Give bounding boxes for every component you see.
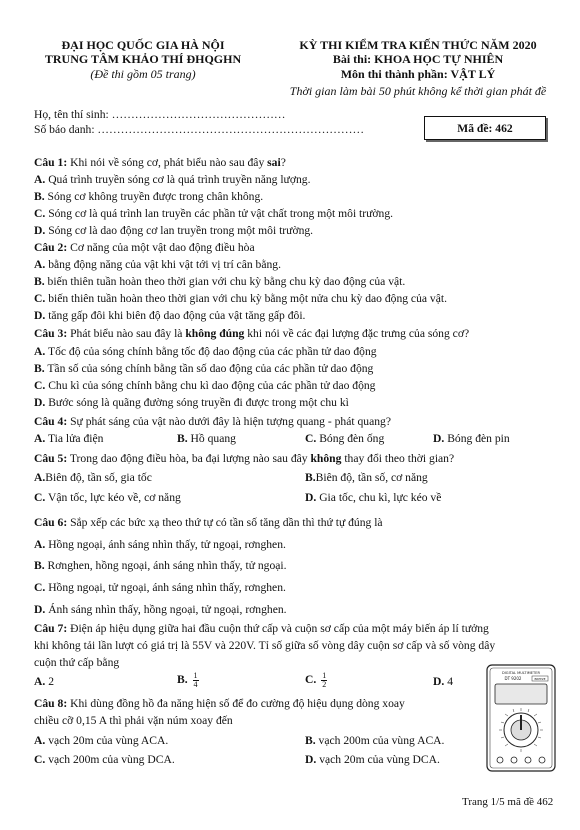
option-text: vạch 20m của vùng DCA. — [319, 753, 440, 766]
meter-display — [495, 684, 547, 704]
option-letter: D. — [34, 603, 46, 616]
option-letter: D. — [34, 309, 46, 322]
candidate-id-field: Số báo danh: …………………………………………………………… — [34, 123, 365, 136]
page-count-note: (Đề thi gồm 05 trang) — [90, 67, 196, 81]
option-letter: D. — [34, 396, 46, 409]
question-text: Phát biểu nào sau đây là — [67, 327, 186, 340]
option-letter: C. — [34, 207, 46, 220]
option-text: Hồ quang — [190, 432, 236, 445]
probe-jack — [511, 757, 517, 763]
option-letter: D. — [305, 753, 317, 766]
question-text: Sự phát sáng của vật nào dưới đây là hiện tượng quang - phát quang? — [67, 415, 391, 428]
question-5 — [34, 451, 454, 467]
question-text: Khi dùng đồng hồ đa năng hiện số để đo cường độ hiệu dụng dòng xoay — [67, 697, 405, 710]
question-label: Câu 5: — [34, 452, 68, 465]
meter-tag: BREEZE — [534, 677, 546, 681]
option-c — [34, 291, 447, 307]
option-a — [34, 674, 54, 690]
option-letter: A. — [34, 538, 46, 551]
exam-code-box — [424, 116, 546, 140]
question-8-line-2: chiều cỡ 0,15 A thì phải vặn núm xoay đến — [34, 714, 233, 727]
option-b — [177, 431, 236, 447]
option-text: 4 — [447, 675, 453, 688]
option-b — [177, 672, 199, 689]
question-label: Câu 4: — [34, 415, 68, 428]
option-letter: B. — [305, 471, 316, 484]
option-text: Biên độ, tần số, gia tốc — [45, 471, 152, 484]
question-label: Câu 2: — [34, 241, 68, 254]
fraction — [321, 672, 327, 689]
option-d — [34, 308, 305, 324]
option-letter: A. — [34, 734, 46, 747]
option-letter: B. — [34, 559, 45, 572]
option-d — [305, 490, 441, 506]
option-letter: B. — [34, 190, 45, 203]
option-letter: B. — [177, 432, 188, 445]
probe-jack — [497, 757, 503, 763]
option-letter: A. — [34, 471, 46, 484]
option-text: Bóng đèn ống — [319, 432, 385, 445]
option-text: Bước sóng là quãng đường sóng truyền đi được trong một chu kì — [48, 396, 349, 409]
probe-jack — [539, 757, 545, 763]
candidate-name-field: Họ, tên thí sinh: ……………………………………… — [34, 108, 286, 121]
option-a — [34, 431, 103, 447]
option-text: Chu kì của sóng chính bằng chu kì dao động của các phần tử dao động — [48, 379, 376, 392]
option-a — [34, 344, 377, 360]
option-text: biến thiên tuần hoàn theo thời gian với chu kỳ bằng một nửa chu kỳ dao động của vật. — [48, 292, 447, 305]
option-letter: B. — [305, 734, 316, 747]
question-text-end: khi nói về các đại lượng đặc trưng của sóng cơ? — [244, 327, 470, 340]
option-letter: C. — [34, 292, 46, 305]
fraction-denominator: 2 — [322, 680, 327, 689]
option-text: Tần số của sóng chính bằng tần số dao động của các phần tử dao động — [47, 362, 374, 375]
question-emphasis: sai — [267, 156, 281, 169]
question-label: Câu 6: — [34, 516, 68, 529]
question-3 — [34, 326, 469, 342]
question-4 — [34, 414, 391, 430]
question-emphasis: không đúng — [185, 327, 245, 340]
option-d — [34, 602, 287, 618]
option-letter: A. — [34, 675, 46, 688]
question-text: Khi nói về sóng cơ, phát biểu nào sau đây — [67, 156, 268, 169]
probe-jack — [525, 757, 531, 763]
option-text: Bóng đèn pin — [447, 432, 510, 445]
question-label: Câu 3: — [34, 327, 68, 340]
option-a — [34, 257, 281, 273]
option-letter: A. — [34, 258, 46, 271]
option-b — [34, 274, 405, 290]
question-8 — [34, 696, 405, 712]
option-letter: D. — [433, 432, 445, 445]
question-label: Câu 7: — [34, 622, 68, 635]
meter-model: DT 9202 — [504, 676, 522, 681]
option-b — [305, 733, 444, 749]
question-7-line-3: cuộn thứ cấp bằng — [34, 656, 120, 669]
question-2 — [34, 240, 255, 256]
option-text: Hồng ngoại, ánh sáng nhìn thấy, tử ngoại, rơnghen. — [48, 538, 286, 551]
question-6 — [34, 515, 383, 531]
option-letter: C. — [34, 753, 46, 766]
question-label: Câu 8: — [34, 697, 68, 710]
option-letter: D. — [305, 491, 317, 504]
option-text: biến thiên tuần hoàn theo thời gian với chu kỳ bằng chu kỳ dao động của vật. — [47, 275, 406, 288]
option-a — [34, 537, 286, 553]
option-letter: B. — [34, 275, 45, 288]
option-letter: C. — [34, 379, 46, 392]
option-a — [34, 172, 310, 188]
exam-title: KỲ THI KIỂM TRA KIẾN THỨC NĂM 2020 — [299, 38, 537, 52]
option-c — [34, 580, 286, 596]
exam-subject: Bài thi: KHOA HỌC TỰ NHIÊN — [332, 52, 504, 66]
option-letter: B. — [177, 673, 188, 687]
fraction-denominator: 4 — [193, 680, 198, 689]
option-text: 2 — [48, 675, 54, 688]
option-text: tăng gấp đôi khi biên độ dao động của vật tăng gấp đôi. — [48, 309, 306, 322]
meter-brand: DIGITAL MULTIMETER — [501, 671, 541, 675]
option-letter: A. — [34, 345, 46, 358]
option-text: Sóng cơ là quá trình lan truyền các phần tử vật chất trong một môi trường. — [48, 207, 394, 220]
option-text: Rơnghen, hồng ngoại, ánh sáng nhìn thấy, tử ngoại. — [47, 559, 287, 572]
multimeter-illustration — [486, 664, 556, 772]
option-text: Biên độ, tần số, cơ năng — [315, 471, 428, 484]
option-d — [433, 431, 510, 447]
option-text: Tia lửa điện — [47, 432, 104, 445]
option-text: vạch 200m của vùng ACA. — [318, 734, 445, 747]
testing-center: TRUNG TÂM KHẢO THÍ ĐHQGHN — [44, 52, 242, 66]
option-text: vạch 20m của vùng ACA. — [48, 734, 169, 747]
question-text-end: thay đổi theo thời gian? — [341, 452, 455, 465]
option-text: Sóng cơ không truyền được trong chân không. — [47, 190, 264, 203]
option-text: vạch 200m của vùng DCA. — [48, 753, 175, 766]
option-c — [34, 206, 393, 222]
option-letter: B. — [34, 362, 45, 375]
option-letter: C. — [305, 673, 317, 687]
question-text: Điện áp hiệu dụng giữa hai đầu cuộn thứ cấp và cuộn sơ cấp của một máy biến áp lí tưởng — [67, 622, 489, 635]
option-a — [34, 470, 152, 486]
option-c — [34, 378, 375, 394]
option-letter: D. — [34, 224, 46, 237]
option-text: bằng động năng của vật khi vật tới vị trí cân bằng. — [48, 258, 281, 271]
fraction-numerator: 1 — [193, 671, 198, 680]
option-d — [34, 395, 349, 411]
question-7 — [34, 621, 489, 637]
option-d — [433, 674, 453, 690]
option-c — [305, 431, 384, 447]
question-text: Cơ năng của một vật dao động điều hòa — [67, 241, 255, 254]
option-c — [34, 490, 181, 506]
option-letter: C. — [305, 432, 317, 445]
option-d — [305, 752, 440, 768]
option-b — [305, 470, 428, 486]
question-text: Sắp xếp các bức xạ theo thứ tự có tần số tăng dần thì thứ tự đúng là — [67, 516, 383, 529]
option-c — [305, 672, 327, 689]
exam-code: Mã đề: 462 — [457, 121, 513, 135]
exam-duration: Thời gian làm bài 50 phút không kể thời gian phát đề — [289, 84, 547, 98]
option-text: Vận tốc, lực kéo về, cơ năng — [47, 491, 181, 504]
option-letter: A. — [34, 432, 46, 445]
fraction — [193, 672, 199, 689]
option-b — [34, 558, 287, 574]
option-letter: A. — [34, 173, 46, 186]
question-7-line-2: khi không tải lần lượt có giá trị là 55V và 220V. Tỉ số giữa số vòng dây cuộn sơ cấp và số vòng dây — [34, 639, 496, 652]
option-text: Gia tốc, chu kì, lực kéo về — [319, 491, 442, 504]
option-letter: C. — [34, 491, 46, 504]
question-label: Câu 1: — [34, 156, 68, 169]
exam-component: Môn thi thành phần: VẬT LÝ — [340, 67, 496, 81]
option-letter: C. — [34, 581, 46, 594]
option-d — [34, 223, 313, 239]
option-text: Ánh sáng nhìn thấy, hồng ngoại, tử ngoại, rơnghen. — [48, 603, 287, 616]
fraction-numerator: 1 — [322, 671, 327, 680]
option-text: Tốc độ của sóng chính bằng tốc độ dao động của các phần tử dao động — [47, 345, 377, 358]
option-b — [34, 361, 373, 377]
university-name: ĐẠI HỌC QUỐC GIA HÀ NỘI — [61, 38, 225, 52]
option-letter: D. — [433, 675, 445, 688]
question-emphasis: không — [310, 452, 342, 465]
question-text: Trong dao động điều hòa, ba đại lượng nào sau đây — [67, 452, 311, 465]
option-a — [34, 733, 168, 749]
option-c — [34, 752, 175, 768]
option-b — [34, 189, 263, 205]
option-text: Hồng ngoại, tử ngoại, ánh sáng nhìn thấy, rơnghen. — [48, 581, 286, 594]
question-text-end: ? — [280, 156, 286, 169]
option-text: Quá trình truyền sóng cơ là quá trình truyền năng lượng. — [48, 173, 311, 186]
question-1 — [34, 155, 286, 171]
page-footer: Trang 1/5 mã đề 462 — [462, 796, 554, 808]
option-text: Sóng cơ là dao động cơ lan truyền trong một môi trường. — [48, 224, 314, 237]
